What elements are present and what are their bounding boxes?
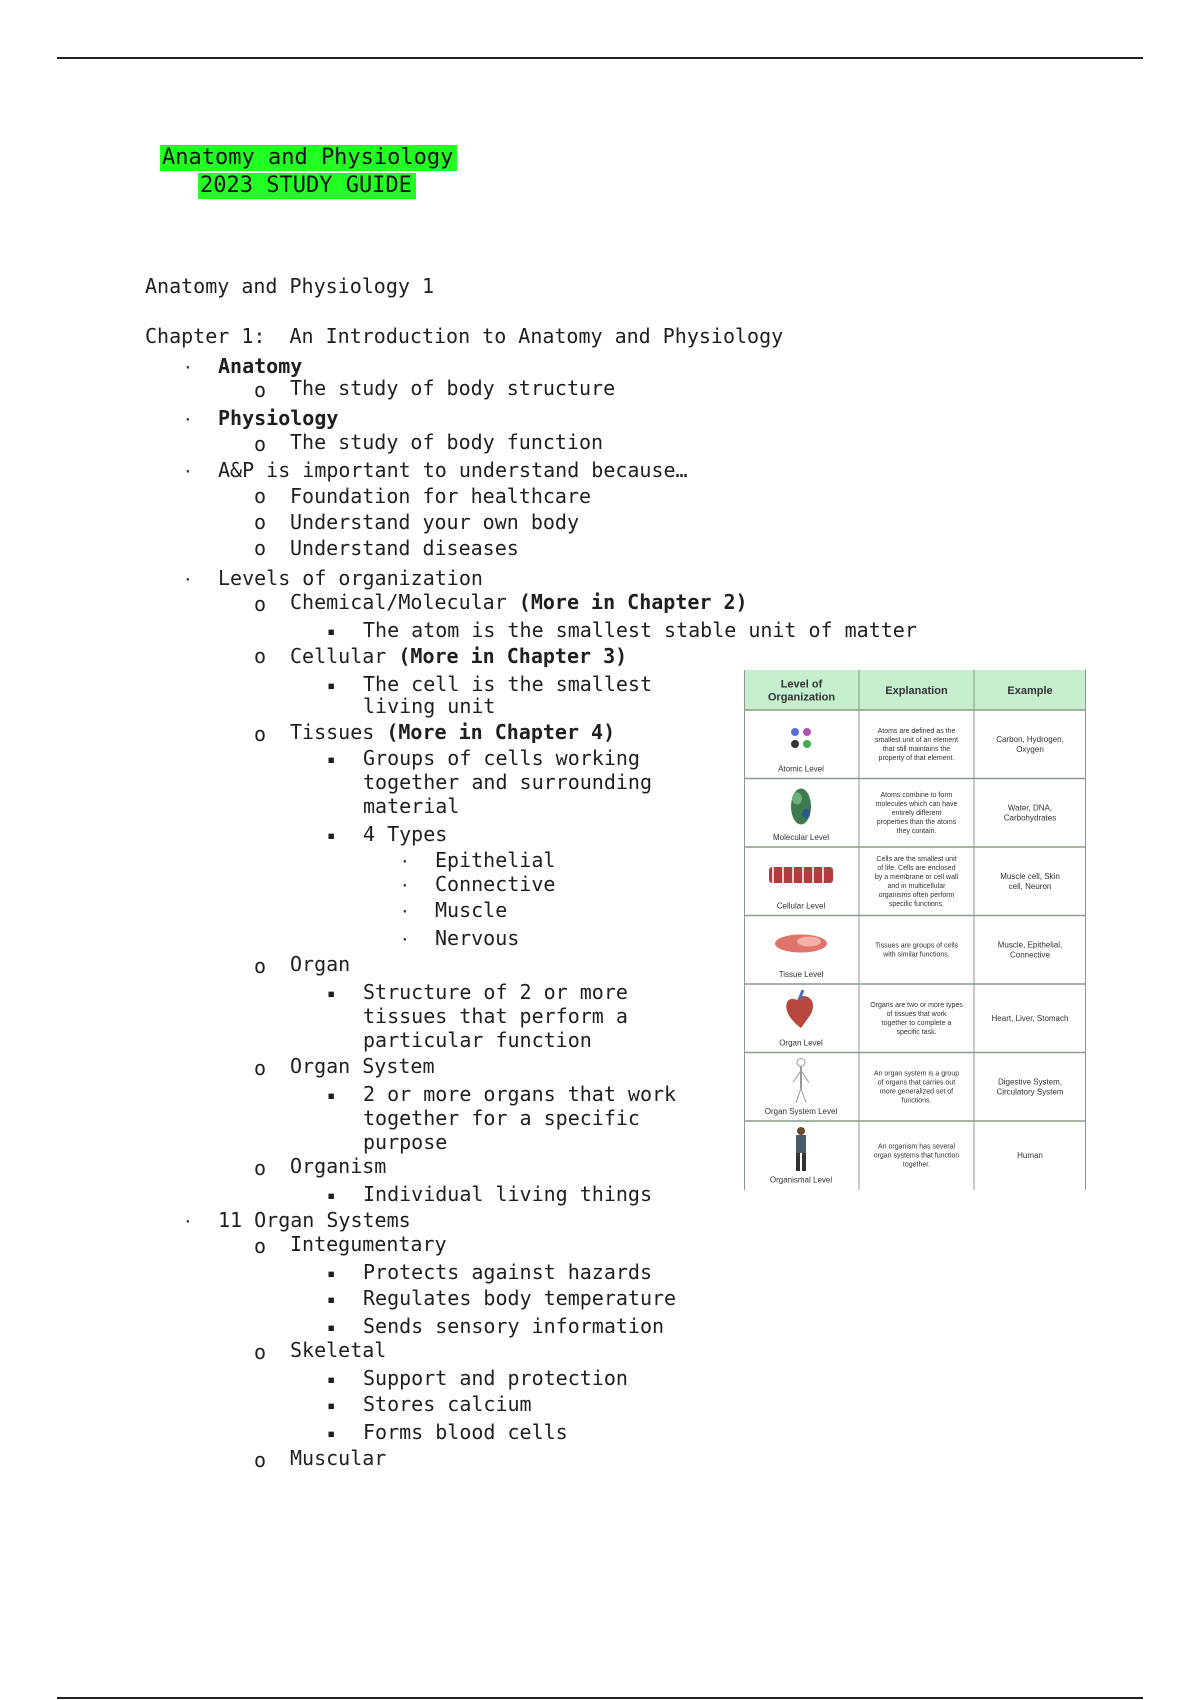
table-explanation: Atoms combine to form molecules which can have entirely different properties than the atoms they contain.	[875, 792, 958, 836]
integumentary-function: Protects against hazards	[363, 1260, 652, 1284]
circle-marker: o	[254, 592, 267, 616]
bullet-marker: ·	[183, 410, 193, 429]
table-explanation: Cells are the smallest unit of life. Cells are enclosed by a membrane or cell wall and in multicellular organisms often perform specific functions.	[874, 856, 959, 909]
table-header-cell: Example	[1007, 684, 1053, 697]
bullet-marker: ·	[183, 1212, 193, 1231]
table-example: Heart, Liver, Stomach	[991, 1014, 1069, 1024]
chemical-definition: The atom is the smallest stable unit of matter	[363, 618, 917, 642]
square-marker: ▪	[327, 1372, 336, 1388]
skeletal-function: Stores calcium	[363, 1392, 532, 1416]
table-header-cell: Explanation	[885, 684, 948, 697]
integumentary-function: Regulates body temperature	[363, 1286, 677, 1310]
anatomy-definition: The study of body structure	[290, 376, 616, 400]
footer-rule	[57, 1697, 1143, 1699]
table-explanation: Organs are two or more types of tissues that work together to complete a specific task.	[870, 1002, 963, 1037]
square-marker: ▪	[327, 828, 336, 844]
tissue-definition-cont: together and surrounding	[363, 770, 652, 794]
square-marker: ▪	[327, 1266, 336, 1282]
square-marker: ▪	[327, 1426, 336, 1442]
term-anatomy: Anatomy	[218, 354, 303, 378]
table-example: Muscle, Epithelial, Connective	[997, 940, 1063, 960]
table-header-cell: Level of Organization	[767, 678, 836, 704]
table-example: Human	[1017, 1151, 1043, 1161]
table-level-label: Atomic Level	[778, 764, 824, 774]
header-rule	[57, 57, 1143, 59]
tissue-type: Epithelial	[435, 848, 556, 872]
square-marker: ▪	[327, 1320, 336, 1336]
table-explanation: An organ system is a group of organs that carries out more generalized set of functions.	[873, 1070, 960, 1105]
circle-marker: o	[254, 722, 267, 746]
atom-icon	[791, 728, 811, 748]
reason-item: Understand diseases	[290, 536, 519, 560]
table-explanation: An organism has several organ systems that function together.	[873, 1143, 960, 1169]
term-physiology: Physiology	[218, 406, 339, 430]
level-chemical-label: Chemical/Molecular	[290, 590, 519, 614]
bullet-marker: ·	[400, 902, 410, 921]
cellular-definition: The cell is the smallest	[363, 672, 652, 696]
course-heading: Anatomy and Physiology 1	[145, 274, 434, 298]
physiology-definition: The study of body function	[290, 430, 604, 454]
level-organ-system: Organ System	[290, 1054, 435, 1078]
bullet-marker: ·	[183, 358, 193, 377]
table-level-label: Organ Level	[779, 1038, 823, 1048]
circle-marker: o	[254, 484, 267, 508]
circle-marker: o	[254, 954, 267, 978]
circle-marker: o	[254, 536, 267, 560]
table-example: Carbon, Hydrogen, Oxygen	[996, 735, 1064, 755]
circle-marker: o	[254, 1340, 267, 1364]
level-tissues	[290, 720, 615, 744]
tissue-definition: Groups of cells working	[363, 746, 640, 770]
table-level-label: Molecular Level	[772, 832, 830, 842]
bullet-marker: ·	[183, 462, 193, 481]
bullet-marker: ·	[183, 570, 193, 589]
table-example: Water, DNA, Carbohydrates	[1003, 803, 1057, 823]
system-integumentary: Integumentary	[290, 1232, 447, 1256]
level-cellular	[290, 644, 627, 668]
circle-marker: o	[254, 378, 267, 402]
levels-table-figure	[744, 670, 1086, 1190]
circle-marker: o	[254, 1448, 267, 1472]
bullet-marker: ·	[400, 852, 410, 871]
levels-table	[744, 670, 1086, 1190]
table-level-label: Organismal Level	[769, 1175, 833, 1185]
integumentary-function: Sends sensory information	[363, 1314, 665, 1338]
tissue-types: 4 Types	[363, 822, 448, 846]
square-marker: ▪	[327, 986, 336, 1002]
square-marker: ▪	[327, 752, 336, 768]
bullet-marker: ·	[400, 930, 410, 949]
table-example: Muscle cell, Skin cell, Neuron	[1000, 872, 1060, 892]
doc-title: Anatomy and Physiology	[160, 145, 457, 171]
molecule-icon	[791, 789, 811, 825]
system-muscular: Muscular	[290, 1446, 387, 1470]
system-definition-cont: together for a specific	[363, 1106, 640, 1130]
circle-marker: o	[254, 432, 267, 456]
organ-systems-heading: 11 Organ Systems	[218, 1208, 411, 1232]
organ-definition-cont: particular function	[363, 1028, 592, 1052]
table-example: Digestive System, Circulatory System	[996, 1077, 1064, 1097]
square-marker: ▪	[327, 678, 336, 694]
circle-marker: o	[254, 510, 267, 534]
doc-subtitle: 2023 STUDY GUIDE	[198, 173, 416, 199]
circle-marker: o	[254, 1156, 267, 1180]
square-marker: ▪	[327, 1088, 336, 1104]
tissue-type: Muscle	[435, 898, 508, 922]
organ-definition-cont: tissues that perform a	[363, 1004, 628, 1028]
square-marker: ▪	[327, 1292, 336, 1308]
cellular-definition-cont: living unit	[363, 694, 496, 718]
organ-definition: Structure of 2 or more	[363, 980, 628, 1004]
level-organism: Organism	[290, 1154, 387, 1178]
level-tissues-label: Tissues	[290, 720, 387, 744]
circle-marker: o	[254, 1056, 267, 1080]
chapter-heading: Chapter 1: An Introduction to Anatomy and Physiology	[145, 324, 784, 348]
tissue-definition-cont: material	[363, 794, 460, 818]
organism-definition: Individual living things	[363, 1182, 652, 1206]
skeletal-function: Support and protection	[363, 1366, 628, 1390]
bullet-marker: ·	[400, 876, 410, 895]
reason-item: Foundation for healthcare	[290, 484, 592, 508]
tissue-icon	[775, 935, 827, 953]
level-chemical-note: (More in Chapter 2)	[518, 590, 748, 614]
level-organ: Organ	[290, 952, 351, 976]
table-explanation: Tissues are groups of cells with similar functions.	[875, 942, 958, 959]
human-icon	[796, 1127, 806, 1171]
tissue-type: Nervous	[435, 926, 520, 950]
system-skeletal: Skeletal	[290, 1338, 387, 1362]
tissue-type: Connective	[435, 872, 556, 896]
heart-icon	[786, 990, 813, 1028]
levels-heading: Levels of organization	[218, 566, 483, 590]
ap-importance: A&P is important to understand because…	[218, 458, 688, 482]
table-explanation: Atoms are defined as the smallest unit of an element that still maintains the property of that element.	[874, 728, 959, 763]
body-system-icon	[793, 1059, 809, 1103]
circle-marker: o	[254, 644, 267, 668]
table-level-label: Organ System Level	[764, 1106, 838, 1116]
circle-marker: o	[254, 1234, 267, 1258]
level-chemical	[290, 590, 748, 614]
cell-icon	[769, 867, 833, 883]
square-marker: ▪	[327, 1398, 336, 1414]
system-definition-cont: purpose	[363, 1130, 448, 1154]
level-cellular-note: (More in Chapter 3)	[398, 644, 628, 668]
system-definition: 2 or more organs that work	[363, 1082, 677, 1106]
level-tissues-note: (More in Chapter 4)	[386, 720, 616, 744]
square-marker: ▪	[327, 624, 336, 640]
level-cellular-label: Cellular	[290, 644, 399, 668]
skeletal-function: Forms blood cells	[363, 1420, 568, 1444]
square-marker: ▪	[327, 1188, 336, 1204]
table-level-label: Cellular Level	[776, 901, 826, 911]
reason-item: Understand your own body	[290, 510, 579, 534]
table-level-label: Tissue Level	[778, 969, 824, 979]
